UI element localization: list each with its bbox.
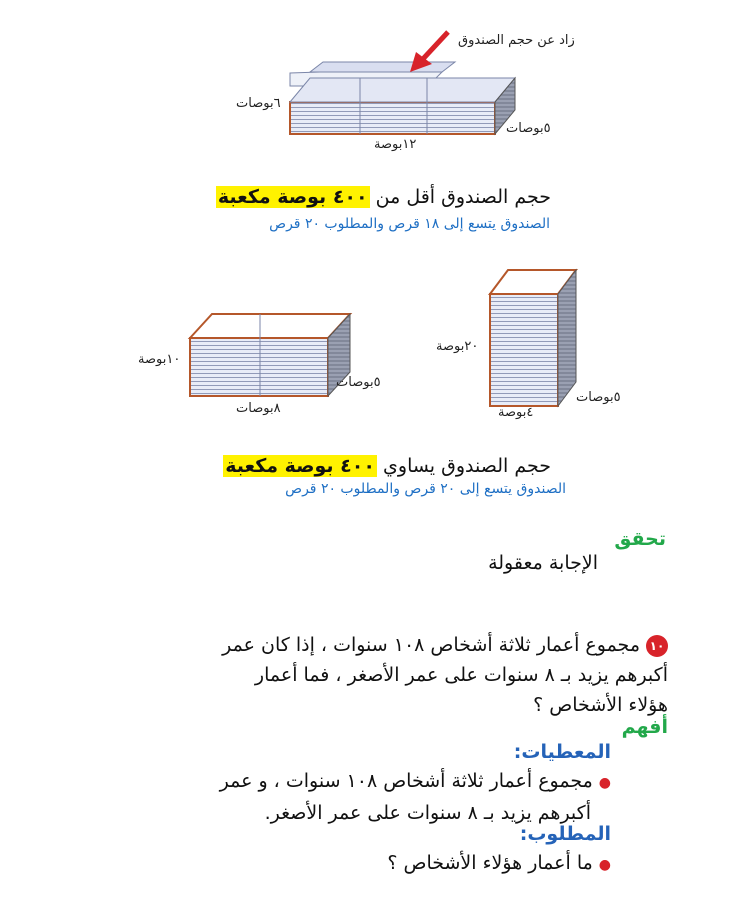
result-1-highlight: ٤٠٠ بوصة مكعبة [217,186,368,208]
box-1-length-label: ١٢بوصة [374,137,417,152]
result-1-note: الصندوق يتسع إلى ١٨ قرص والمطلوب ٢٠ قرص [269,216,550,232]
box-1-depth-label: ٥بوصات [506,121,551,136]
box-2-left-height-label: ١٠بوصة [138,352,181,367]
box-2-right-depth-label: ٥بوصات [576,390,621,405]
required-heading: المطلوب: [519,823,611,845]
box-1-top [290,78,515,102]
figure-1-box-diagram [230,20,650,170]
result-2-highlight: ٤٠٠ بوصة مكعبة [225,455,375,477]
problem-number-badge: ١٠ [646,635,668,657]
givens-heading: المعطيات: [513,741,611,763]
result-2-statement [223,455,551,477]
box-2-left-length-label: ٨بوصات [236,401,281,416]
box-1-front [290,102,495,134]
box-2-right [490,270,576,406]
givens-line-1: مجموع أعمار ثلاثة أشخاص ١٠٨ سنوات ، و عمر [219,770,593,792]
box-1-height-label: ٦بوصات [236,96,281,111]
result-2-prefix: حجم الصندوق يساوي [383,455,551,477]
box-2-left-depth-label: ٥بوصات [336,375,381,390]
bullet-icon: ● [598,857,611,873]
result-1-statement [216,186,551,208]
givens-line-2: أكبرهم يزيد بـ ٨ سنوات على عمر الأصغر. [264,802,591,824]
arrow-label: زاد عن حجم الصندوق [458,33,575,48]
understand-heading: أفهم [621,716,668,738]
result-1-prefix: حجم الصندوق أقل من [375,186,551,208]
givens-block [141,766,611,828]
required-block [141,848,611,880]
check-answer: الإجابة معقولة [488,552,598,574]
check-heading: تحقق [614,528,666,550]
box-2-right-width-label: ٤بوصة [498,405,534,420]
problem-line-3: هؤلاء الأشخاص ؟ [533,694,668,716]
problem-10 [148,630,668,720]
required-line-1: ما أعمار هؤلاء الأشخاص ؟ [387,852,593,874]
problem-line-2: أكبرهم يزيد بـ ٨ سنوات على عمر الأصغر ، فما أعمار [254,664,668,686]
box-2-left [190,314,350,396]
figure-2-box-diagrams [130,262,630,422]
box-2-right-height-label: ٢٠بوصة [436,339,479,354]
problem-line-1: مجموع أعمار ثلاثة أشخاص ١٠٨ سنوات ، إذا كان عمر [222,634,640,656]
bullet-icon: ● [598,775,611,791]
result-2-note: الصندوق يتسع إلى ٢٠ قرص والمطلوب ٢٠ قرص [285,481,566,497]
